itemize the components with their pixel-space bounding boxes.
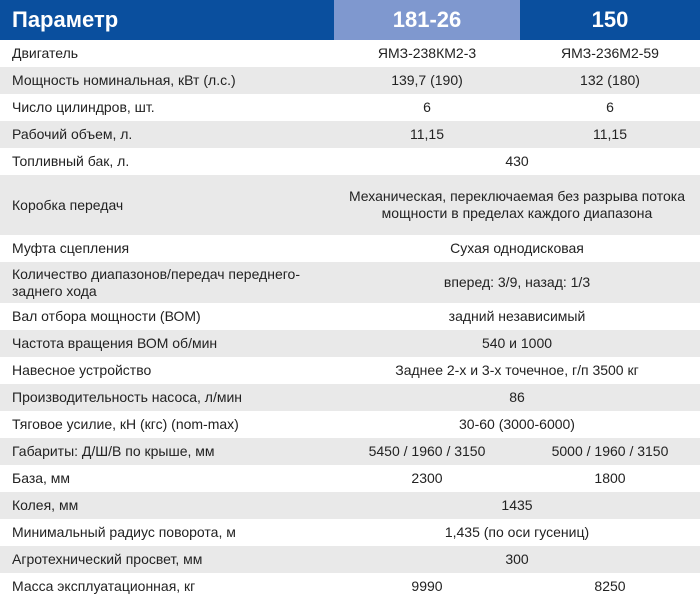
row-value-150: ЯМЗ-236М2-59 xyxy=(520,40,700,67)
row-value-shared: Механическая, переключаемая без разрыва потока мощности в пределах каждого диапазона xyxy=(334,175,700,235)
row-label: Мощность номинальная, кВт (л.с.) xyxy=(0,67,334,94)
row-value-150: 6 xyxy=(520,94,700,121)
table-row xyxy=(0,411,700,438)
row-label: Масса эксплуатационная, кг xyxy=(0,573,334,600)
row-value-shared: 300 xyxy=(334,546,700,573)
row-value-shared: 1,435 (по оси гусениц) xyxy=(334,519,700,546)
table-row xyxy=(0,546,700,573)
table-row xyxy=(0,303,700,330)
row-label: Тяговое усилие, кН (кгс) (nom-max) xyxy=(0,411,334,438)
table-row xyxy=(0,94,700,121)
row-value-150: 132 (180) xyxy=(520,67,700,94)
table-row xyxy=(0,519,700,546)
row-value-shared: 540 и 1000 xyxy=(334,330,700,357)
table-row xyxy=(0,121,700,148)
row-value-shared: 1435 xyxy=(334,492,700,519)
table-row xyxy=(0,67,700,94)
row-value-shared: 430 xyxy=(334,148,700,175)
row-value-150: 8250 xyxy=(520,573,700,600)
row-value-shared: вперед: 3/9, назад: 1/3 xyxy=(334,262,700,303)
row-label: База, мм xyxy=(0,465,334,492)
row-label: Рабочий объем, л. xyxy=(0,121,334,148)
row-value-181-26: 2300 xyxy=(334,465,520,492)
row-label: Двигатель xyxy=(0,40,334,67)
row-label: Габариты: Д/Ш/В по крыше, мм xyxy=(0,438,334,465)
row-value-150: 1800 xyxy=(520,465,700,492)
table-row xyxy=(0,330,700,357)
row-label: Производительность насоса, л/мин xyxy=(0,384,334,411)
row-label: Топливный бак, л. xyxy=(0,148,334,175)
table-row xyxy=(0,465,700,492)
row-label: Частота вращения ВОМ об/мин xyxy=(0,330,334,357)
header-param: Параметр xyxy=(0,0,334,40)
row-label: Муфта сцепления xyxy=(0,235,334,262)
table-row xyxy=(0,175,700,235)
row-label: Вал отбора мощности (ВОМ) xyxy=(0,303,334,330)
row-value-shared: 30-60 (3000-6000) xyxy=(334,411,700,438)
row-value-150: 11,15 xyxy=(520,121,700,148)
table-row xyxy=(0,438,700,465)
row-value-150: 5000 / 1960 / 3150 xyxy=(520,438,700,465)
row-value-181-26: 9990 xyxy=(334,573,520,600)
table-row xyxy=(0,573,700,600)
row-value-shared: Заднее 2-х и 3-х точечное, г/п 3500 кг xyxy=(334,357,700,384)
header-row xyxy=(0,0,700,40)
header-model-181-26: 181-26 xyxy=(334,0,520,40)
row-value-181-26: ЯМЗ-238КМ2-3 xyxy=(334,40,520,67)
row-value-shared: Сухая однодисковая xyxy=(334,235,700,262)
row-value-181-26: 11,15 xyxy=(334,121,520,148)
row-label: Колея, мм xyxy=(0,492,334,519)
row-label: Коробка передач xyxy=(0,175,334,235)
row-value-shared: задний независимый xyxy=(334,303,700,330)
table-row xyxy=(0,357,700,384)
row-label: Число цилиндров, шт. xyxy=(0,94,334,121)
row-label: Навесное устройство xyxy=(0,357,334,384)
row-label: Количество диапазонов/передач переднего-заднего хода xyxy=(0,262,334,303)
row-label: Агротехнический просвет, мм xyxy=(0,546,334,573)
table-row xyxy=(0,40,700,67)
row-value-shared: 86 xyxy=(334,384,700,411)
row-value-181-26: 139,7 (190) xyxy=(334,67,520,94)
row-label: Минимальный радиус поворота, м xyxy=(0,519,334,546)
header-model-150: 150 xyxy=(520,0,700,40)
table-row xyxy=(0,148,700,175)
table-row xyxy=(0,492,700,519)
table-row xyxy=(0,384,700,411)
row-value-181-26: 6 xyxy=(334,94,520,121)
row-value-181-26: 5450 / 1960 / 3150 xyxy=(334,438,520,465)
table-row xyxy=(0,235,700,262)
table-row xyxy=(0,262,700,303)
